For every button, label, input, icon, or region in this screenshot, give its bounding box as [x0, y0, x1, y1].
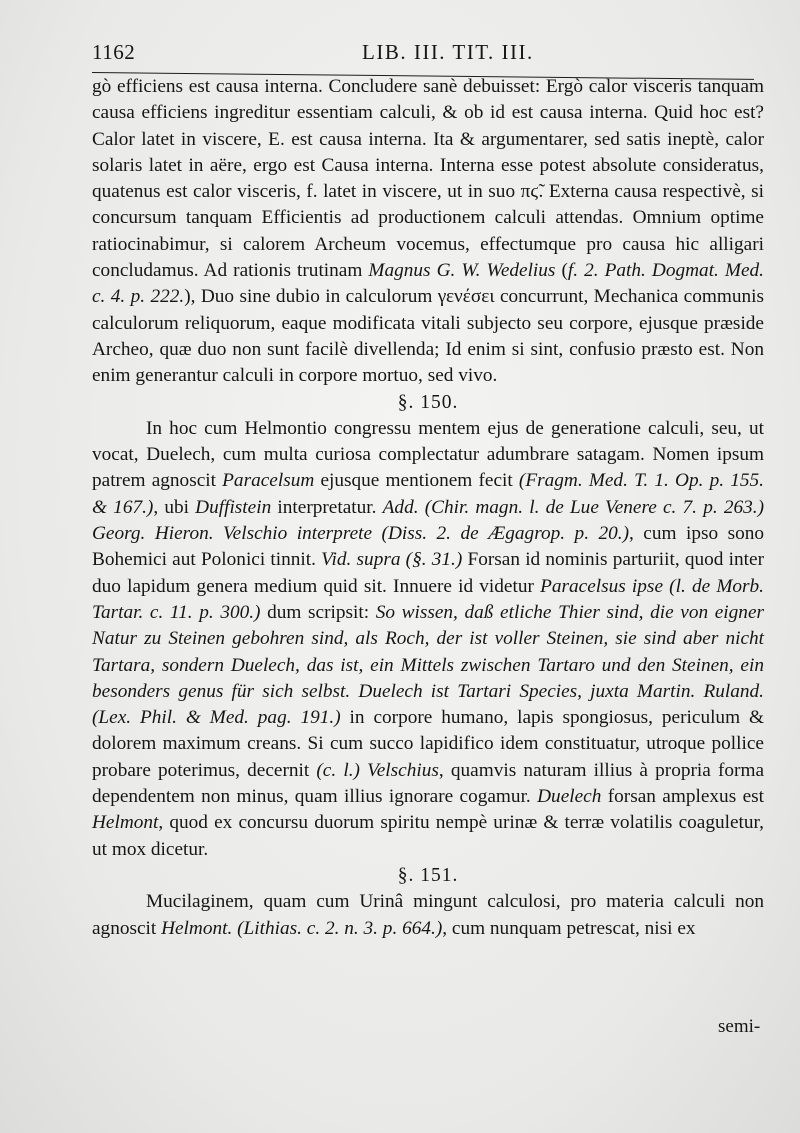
running-title: LIB. III. TIT. III. [362, 40, 534, 64]
citation-wedelius: Magnus G. W. Wedelius [368, 260, 556, 282]
section-heading-151: §. 151. [397, 864, 459, 886]
paragraph-section-151: Mucilaginem, quam cum Urinâ mingunt calculosi, pro materia calculi non agnoscit Helmont. (Lithias. c. 2. n. 3. p. 664.), cum nunquam petrescat, nisi ex [92, 891, 764, 939]
greek-term: πϛ̃ [520, 181, 539, 203]
cross-reference: Vid. supra (§. 31.) [321, 549, 463, 571]
german-quotation: So wissen, daß etliche Thier sind, die von eigner Natur zu Steinen gebohren sind, als Roch, der ist voller Steinen, sie sind aber nicht Tartara, sondern Duelech, das ist, ein Mittels zwischen Tartaro und den Steinen, ein besonders genus für sich selbst. Duelech ist Tartari Species, juxta Martin. Ruland. (Lex. Phil. & Med. pag. 191.) [92, 601, 765, 729]
term-duffistein: Duffistein [195, 496, 272, 518]
citation-reference: (Fragm. Med. T. 1. Op. p. 155. & 167.) [92, 470, 764, 518]
citation-reference: Add. (Chir. magn. l. de Lue Venere c. 7. p. 263.) Georg. Hieron. Velschio interprete (Diss. 2. de Ægagrop. p. 20.) [92, 496, 764, 545]
citation-reference: f. 2. Path. Dogmat. Med. c. 4. p. 222. [92, 260, 764, 308]
citation-reference: Paracelsus ipse (l. de Morb. Tartar. c. 11. p. 300.) [92, 575, 764, 623]
page-number: 1162 [92, 40, 136, 64]
term-duelech: Duelech [537, 786, 602, 808]
citation-reference: Helmont. (Lithias. c. 2. n. 3. p. 664.) [161, 917, 443, 939]
citation-paracelsum: Paracelsum [222, 470, 315, 492]
body-text [92, 74, 764, 942]
paragraph-continuation: gò efficiens est causa interna. Concludere sanè debuisset: Ergò calor visceris tanquam causa efficiens ingreditur essentiam calculi, & ob id est causa interna. Quid hoc est? Calor latet in viscere, E. est causa interna. Ita & argumentarer, sed satis ineptè, calor solaris latet in aëre, ergo est Causa interna. Interna esse potest absolute consideratus, quatenus est calor visceris, f. latet in viscere, ut in suo πϛ̃. Externa causa respectivè, si concursum tanquam Efficientis ad productionem calculi attendas. Omnium optime ratiocinabimur, si calorem Archeum vocemus, effectumque pro causa hic alligari concludamus. Ad rationis trutinam Magnus G. W. Wedelius (f. 2. Path. Dogmat. Med. c. 4. p. 222.), Duo sine dubio in calculorum γενέσει concurrunt, Mechanica communis calculorum reliquorum, eaque modificata vitali subjecto seu corpore, ejusque præside Archeo, quæ duo non sunt facilè divellenda; Id enim si sint, confusio præsto est. Non enim generantur calculi in corpore mortuo, sed vivo. [92, 76, 764, 387]
citation-reference: (c. l.) Velschius [316, 759, 439, 781]
section-heading-150: §. 150. [397, 391, 459, 413]
term-helmont: Helmont [92, 812, 159, 834]
page-header [92, 36, 772, 70]
paragraph-section-150: In hoc cum Helmontio congressu mentem ejus de generatione calculi, seu, ut vocat, Duelech, cum multa curiosa complectatur adumbrare satagam. Nomen ipsum patrem agnoscit Paracelsum ejusque mentionem fecit (Fragm. Med. T. 1. Op. p. 155. & 167.), ubi Duffistein interpretatur. Add. (Chir. magn. l. de Lue Venere c. 7. p. 263.) Georg. Hieron. Velschio interprete (Diss. 2. de Ægagrop. p. 20.), cum ipso sono Bohemici aut Polonici tinnit. Vid. supra (§. 31.) Forsan id nominis parturiit, quod inter duo lapidum genera medium quid sit. Innuere id videtur Paracelsus ipse (l. de Morb. Tartar. c. 11. p. 300.) dum scripsit: So wissen, daß etliche Thier sind, die von eigner Natur zu Steinen gebohren sind, als Roch, der ist voller Steinen, sie sind aber nicht Tartara, sondern Duelech, das ist, ein Mittels zwischen Tartaro und den Steinen, ein besonders genus für sich selbst. Duelech ist Tartari Species, juxta Martin. Ruland. (Lex. Phil. & Med. pag. 191.) in corpore humano, lapis spongiosus, periculum & dolorem maximum creans. Si cum succo lapidifico idem constituatur, utroque pollice probare poterimus, decernit (c. l.) Velschius, quamvis naturam illius à propria forma dependentem non minus, quam illius ignorare cogamur. Duelech forsan amplexus est Helmont, quod ex concursu duorum spiritu nempè urinæ & terræ volatilis coaguletur, ut mox dicetur. [92, 417, 765, 860]
greek-term: γενέσει [437, 286, 495, 308]
catchword: semi- [718, 1016, 761, 1037]
